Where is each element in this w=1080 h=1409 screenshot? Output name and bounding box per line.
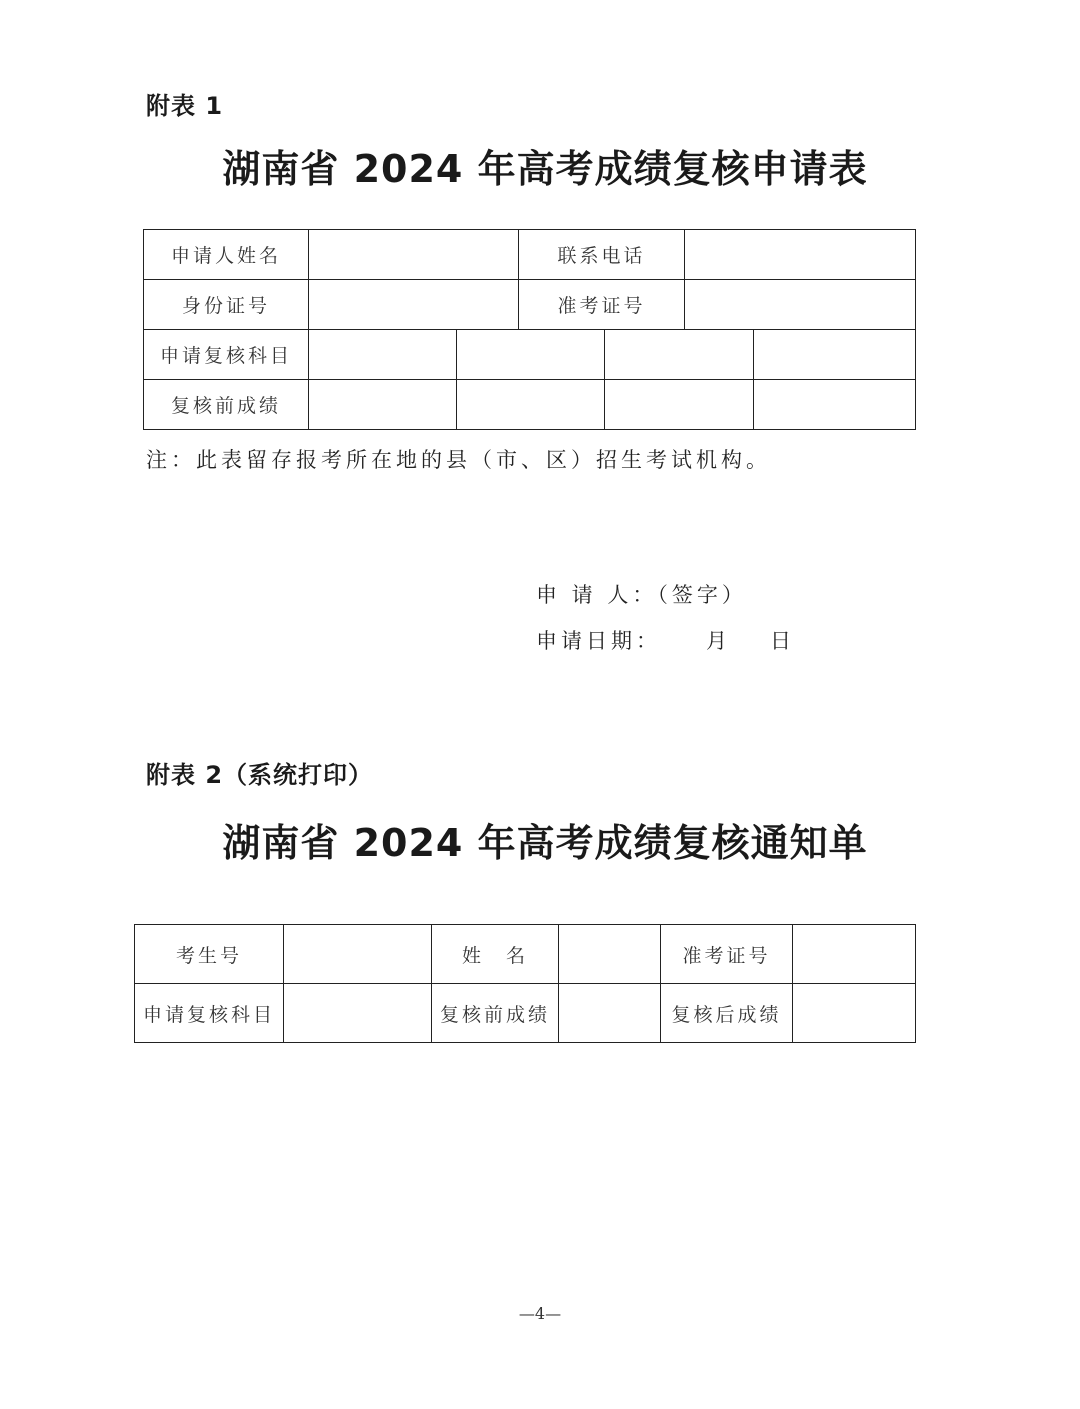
notification-form-table	[134, 924, 916, 1043]
subject-field-4[interactable]	[754, 330, 916, 380]
name-label: 姓 名	[432, 925, 559, 984]
score-field-3[interactable]	[605, 380, 754, 430]
exam-ticket-field-2[interactable]	[793, 925, 916, 984]
id-number-label: 身份证号	[144, 280, 309, 330]
exam-ticket-label-2: 准考证号	[661, 925, 793, 984]
score-after-field[interactable]	[793, 984, 916, 1043]
score-before-field-2[interactable]	[559, 984, 661, 1043]
subject-field-2[interactable]	[457, 330, 605, 380]
applicant-signature-line: 申 请 人：（签字）	[536, 583, 747, 607]
exam-ticket-label: 准考证号	[519, 280, 685, 330]
subjects-field-2[interactable]	[284, 984, 432, 1043]
applicant-name-label: 申请人姓名	[144, 230, 309, 280]
score-field-4[interactable]	[754, 380, 916, 430]
applicant-name-field[interactable]	[309, 230, 519, 280]
date-day: 日	[770, 629, 795, 653]
phone-label: 联系电话	[519, 230, 685, 280]
form1-title: 湖南省 2024 年高考成绩复核申请表	[222, 147, 868, 191]
score-before-label-2: 复核前成绩	[432, 984, 559, 1043]
application-date-label: 申请日期：	[536, 629, 661, 653]
attachment-label-1: 附表 1	[146, 92, 224, 120]
subjects-label: 申请复核科目	[144, 330, 309, 380]
date-month: 月	[706, 629, 731, 653]
page-number: —4—	[518, 1304, 562, 1323]
score-before-label: 复核前成绩	[144, 380, 309, 430]
form1-note: 注：此表留存报考所在地的县（市、区）招生考试机构。	[146, 448, 771, 472]
score-after-label: 复核后成绩	[661, 984, 793, 1043]
score-field-1[interactable]	[309, 380, 457, 430]
subject-field-1[interactable]	[309, 330, 457, 380]
score-field-2[interactable]	[457, 380, 605, 430]
subjects-label-2: 申请复核科目	[135, 984, 284, 1043]
id-number-field[interactable]	[309, 280, 519, 330]
subject-field-3[interactable]	[605, 330, 754, 380]
application-form-table	[143, 229, 916, 430]
exam-ticket-field[interactable]	[685, 280, 916, 330]
name-field[interactable]	[559, 925, 661, 984]
exam-no-label: 考生号	[135, 925, 284, 984]
exam-no-field[interactable]	[284, 925, 432, 984]
attachment-label-2: 附表 2（系统打印）	[146, 761, 374, 789]
phone-field[interactable]	[685, 230, 916, 280]
form2-title: 湖南省 2024 年高考成绩复核通知单	[222, 821, 868, 865]
